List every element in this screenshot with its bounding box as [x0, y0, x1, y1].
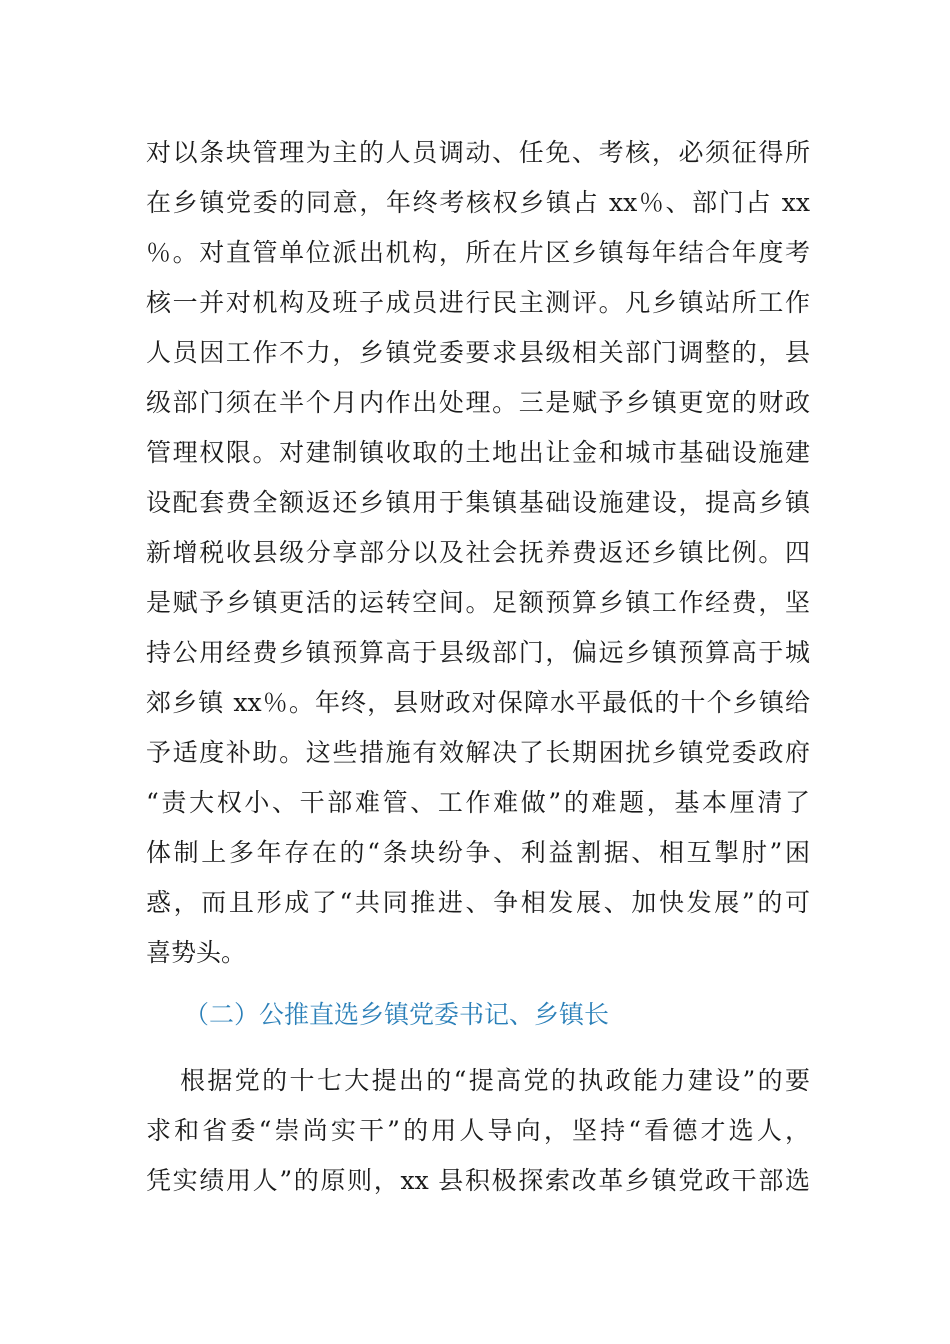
paragraph-line: 人员因工作不力，乡镇党委要求县级相关部门调整的，县 — [146, 338, 810, 367]
paragraph-line: 求和省委“崇尚实干”的用人导向，坚持“看德才选人， — [146, 1116, 810, 1145]
paragraph-line: 凭实绩用人”的原则，xx 县积极探索改革乡镇党政干部选 — [146, 1166, 810, 1195]
paragraph-line: 级部门须在半个月内作出处理。三是赋予乡镇更宽的财政 — [146, 388, 810, 417]
paragraph-line: 根据党的十七大提出的“提高党的执政能力建设”的要 — [180, 1066, 810, 1095]
paragraph-line: 是赋予乡镇更活的运转空间。足额预算乡镇工作经费，坚 — [146, 588, 810, 617]
paragraph-line: ％。对直管单位派出机构，所在片区乡镇每年结合年度考 — [146, 238, 810, 267]
paragraph-line: 核一并对机构及班子成员进行民主测评。凡乡镇站所工作 — [146, 288, 810, 317]
paragraph-line: 惑，而且形成了“共同推进、争相发展、加快发展”的可 — [146, 888, 810, 917]
paragraph-line: 在乡镇党委的同意，年终考核权乡镇占 xx％、部门占 xx — [146, 188, 810, 217]
paragraph-line: 喜势头。 — [146, 938, 247, 967]
body-paragraph-1 — [146, 128, 810, 978]
paragraph-line: 新增税收县级分享部分以及社会抚养费返还乡镇比例。四 — [146, 538, 810, 567]
body-paragraph-2 — [146, 1056, 810, 1206]
paragraph-line: 持公用经费乡镇预算高于县级部门，偏远乡镇预算高于城 — [146, 638, 810, 667]
paragraph-line: 予适度补助。这些措施有效解决了长期困扰乡镇党委政府 — [146, 738, 810, 767]
paragraph-line: 对以条块管理为主的人员调动、任免、考核，必须征得所 — [146, 138, 810, 167]
paragraph-line: 管理权限。对建制镇收取的土地出让金和城市基础设施建 — [146, 438, 810, 467]
paragraph-line: 郊乡镇 xx％。年终，县财政对保障水平最低的十个乡镇给 — [146, 688, 810, 717]
paragraph-line: “责大权小、干部难管、工作难做”的难题，基本厘清了 — [146, 788, 810, 817]
paragraph-line: 体制上多年存在的“条块纷争、利益割据、相互掣肘”困 — [146, 838, 810, 867]
section-heading: （二）公推直选乡镇党委书记、乡镇长 — [184, 1000, 610, 1029]
paragraph-line: 设配套费全额返还乡镇用于集镇基础设施建设，提高乡镇 — [146, 488, 810, 517]
